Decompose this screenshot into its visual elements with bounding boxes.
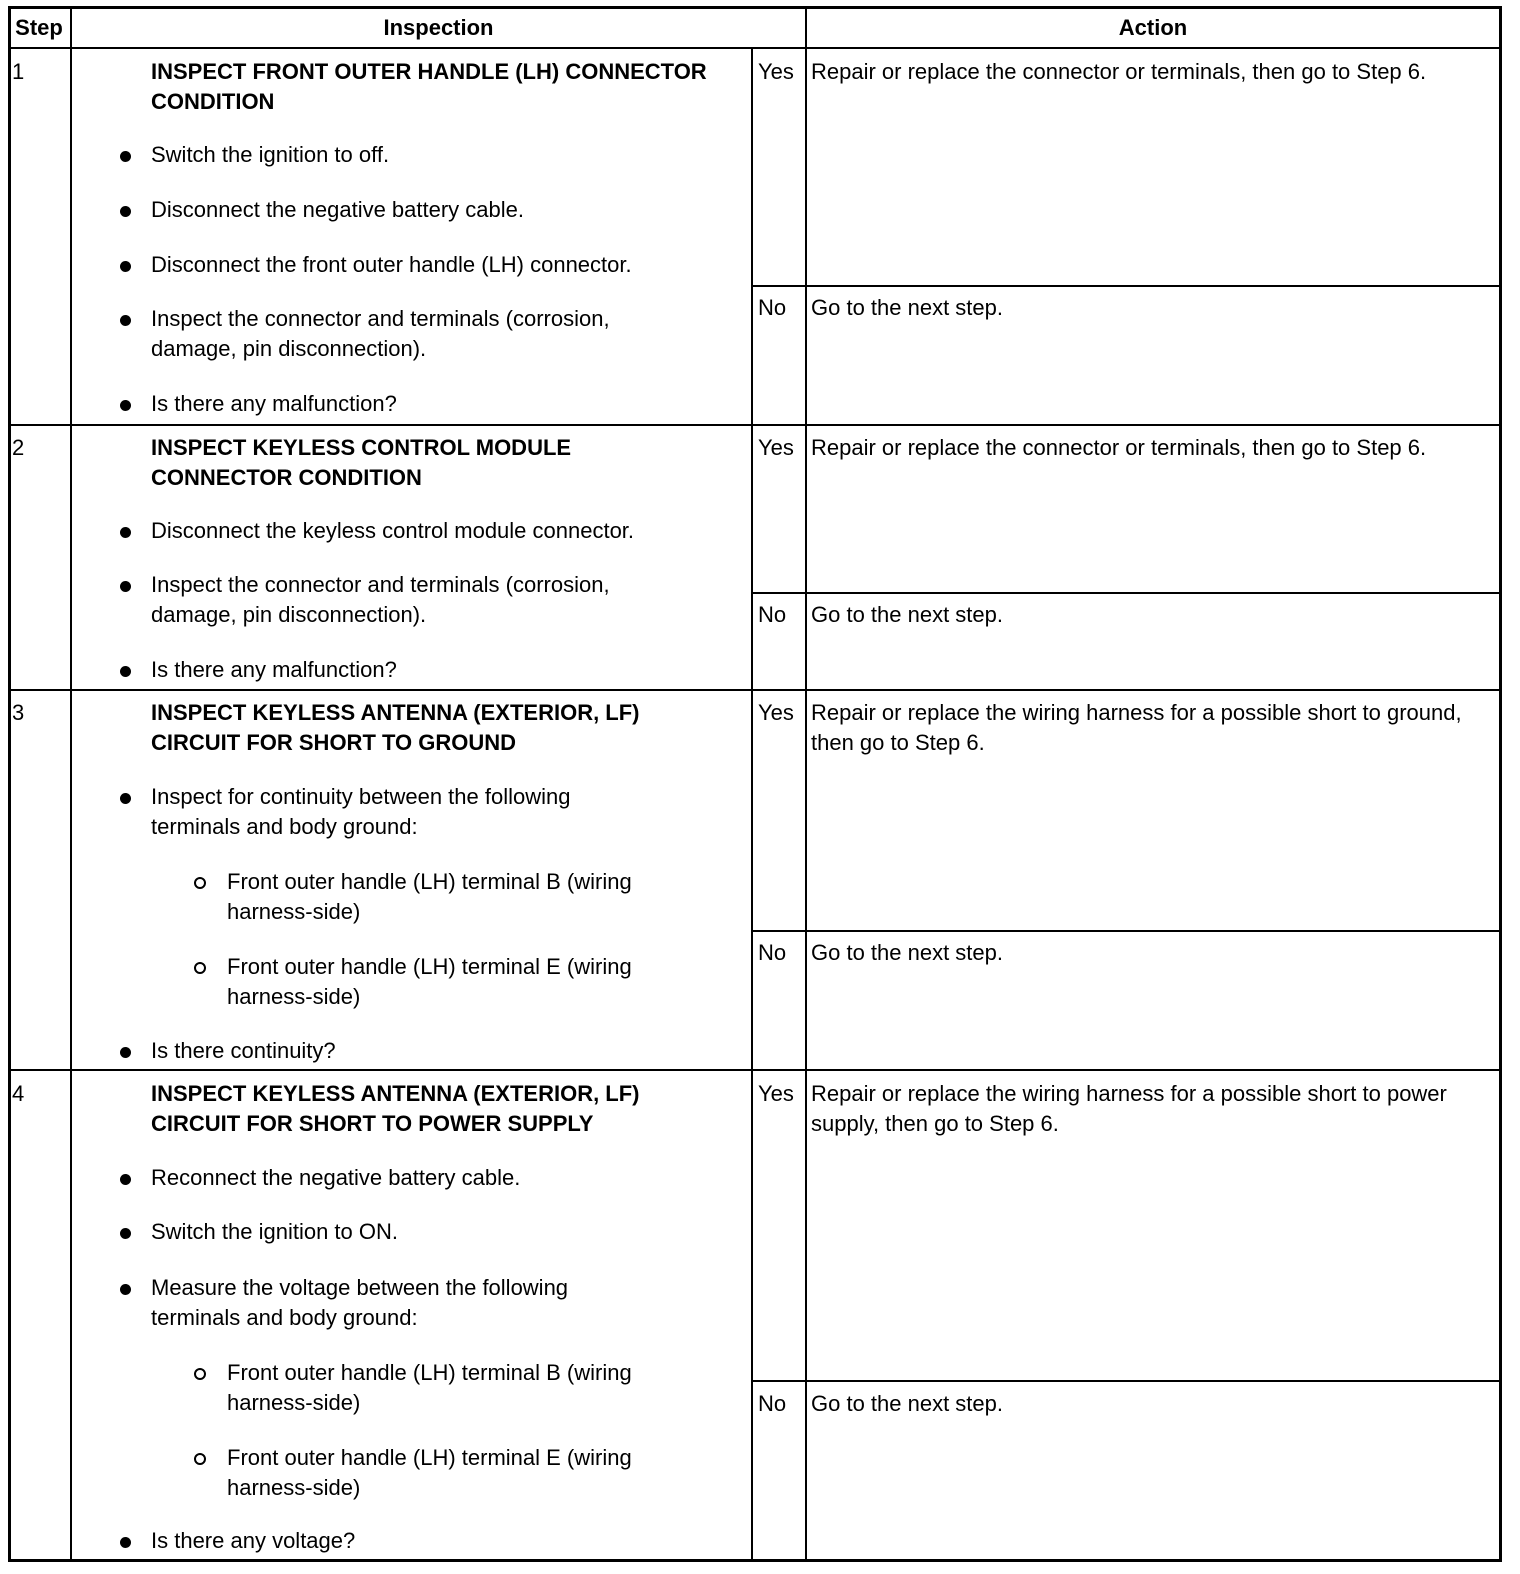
step-title: INSPECT KEYLESS ANTENNA (EXTERIOR, LF) CIRCUIT FOR SHORT TO POWER SUPPLY bbox=[151, 1081, 640, 1136]
inspection-item: Measure the voltage between the following terminals and body ground: bbox=[151, 1275, 569, 1330]
step-number: 3 bbox=[12, 700, 25, 725]
col-divider-yesno bbox=[751, 48, 753, 1562]
inspection-item: Is there any malfunction? bbox=[151, 657, 397, 682]
bullet-icon bbox=[120, 151, 131, 162]
inspection-item: Disconnect the front outer handle (LH) connector. bbox=[151, 252, 632, 277]
yes-action: Repair or replace the connector or terminals, then go to Step 6. bbox=[811, 435, 1427, 460]
step-number: 2 bbox=[12, 435, 25, 460]
header-step: Step bbox=[15, 15, 63, 40]
step-number: 1 bbox=[12, 59, 25, 84]
step-title: INSPECT KEYLESS ANTENNA (EXTERIOR, LF) CIRCUIT FOR SHORT TO GROUND bbox=[151, 700, 640, 755]
no-action: Go to the next step. bbox=[811, 602, 1004, 627]
yes-no-divider bbox=[751, 930, 1502, 932]
row-divider bbox=[8, 689, 1502, 691]
yes-action: Repair or replace the connector or terminals, then go to Step 6. bbox=[811, 59, 1427, 84]
bullet-icon bbox=[120, 261, 131, 272]
inspection-item: Is there any malfunction? bbox=[151, 391, 397, 416]
col-divider-action bbox=[805, 6, 807, 1562]
row-divider bbox=[8, 1069, 1502, 1071]
step-title: INSPECT FRONT OUTER HANDLE (LH) CONNECTOR CONDITION bbox=[151, 59, 707, 114]
bullet-icon bbox=[120, 666, 131, 677]
inspection-subitem: Front outer handle (LH) terminal E (wiring harness-side) bbox=[227, 954, 632, 1009]
yes-label: Yes bbox=[758, 435, 794, 460]
bullet-icon bbox=[120, 206, 131, 217]
no-action: Go to the next step. bbox=[811, 1391, 1004, 1416]
bullet-icon bbox=[120, 581, 131, 592]
row-divider bbox=[8, 424, 1502, 426]
no-label: No bbox=[758, 1391, 787, 1416]
no-label: No bbox=[758, 295, 787, 320]
step-title: INSPECT KEYLESS CONTROL MODULE CONNECTOR CONDITION bbox=[151, 435, 572, 490]
bullet-icon bbox=[120, 1284, 131, 1295]
yes-action: Repair or replace the wiring harness for a possible short to power supply, then go to Step 6. bbox=[811, 1081, 1447, 1136]
yes-no-divider bbox=[751, 1380, 1502, 1382]
inspection-item: Reconnect the negative battery cable. bbox=[151, 1165, 521, 1190]
yes-label: Yes bbox=[758, 700, 794, 725]
bullet-icon bbox=[120, 1228, 131, 1239]
no-label: No bbox=[758, 602, 787, 627]
inspection-item: Switch the ignition to ON. bbox=[151, 1219, 399, 1244]
bullet-icon bbox=[120, 527, 131, 538]
no-label: No bbox=[758, 940, 787, 965]
bullet-icon bbox=[120, 1047, 131, 1058]
inspection-item: Switch the ignition to off. bbox=[151, 142, 390, 167]
no-action: Go to the next step. bbox=[811, 295, 1004, 320]
yes-no-divider bbox=[751, 285, 1502, 287]
sub-bullet-icon bbox=[194, 1368, 206, 1380]
inspection-subitem: Front outer handle (LH) terminal B (wiring harness-side) bbox=[227, 1360, 632, 1415]
no-action: Go to the next step. bbox=[811, 940, 1004, 965]
header-divider bbox=[8, 47, 1502, 49]
yes-no-divider bbox=[751, 592, 1502, 594]
header-action: Action bbox=[1118, 15, 1188, 40]
inspection-subitem: Front outer handle (LH) terminal E (wiring harness-side) bbox=[227, 1445, 632, 1500]
bullet-icon bbox=[120, 793, 131, 804]
inspection-item: Inspect the connector and terminals (corrosion, damage, pin disconnection). bbox=[151, 572, 610, 627]
step-number: 4 bbox=[12, 1081, 25, 1106]
bullet-icon bbox=[120, 1537, 131, 1548]
header-inspection: Inspection bbox=[383, 15, 494, 40]
yes-label: Yes bbox=[758, 1081, 794, 1106]
sub-bullet-icon bbox=[194, 962, 206, 974]
bullet-icon bbox=[120, 400, 131, 411]
sub-bullet-icon bbox=[194, 877, 206, 889]
inspection-item: Is there any voltage? bbox=[151, 1528, 356, 1553]
inspection-item: Inspect for continuity between the following terminals and body ground: bbox=[151, 784, 571, 839]
inspection-subitem: Front outer handle (LH) terminal B (wiring harness-side) bbox=[227, 869, 632, 924]
yes-action: Repair or replace the wiring harness for a possible short to ground, then go to Step 6. bbox=[811, 700, 1462, 755]
sub-bullet-icon bbox=[194, 1453, 206, 1465]
inspection-item: Is there continuity? bbox=[151, 1038, 336, 1063]
inspection-item: Inspect the connector and terminals (corrosion, damage, pin disconnection). bbox=[151, 306, 610, 361]
inspection-item: Disconnect the negative battery cable. bbox=[151, 197, 525, 222]
inspection-item: Disconnect the keyless control module connector. bbox=[151, 518, 635, 543]
bullet-icon bbox=[120, 315, 131, 326]
col-divider-step bbox=[70, 6, 72, 1562]
bullet-icon bbox=[120, 1174, 131, 1185]
yes-label: Yes bbox=[758, 59, 794, 84]
